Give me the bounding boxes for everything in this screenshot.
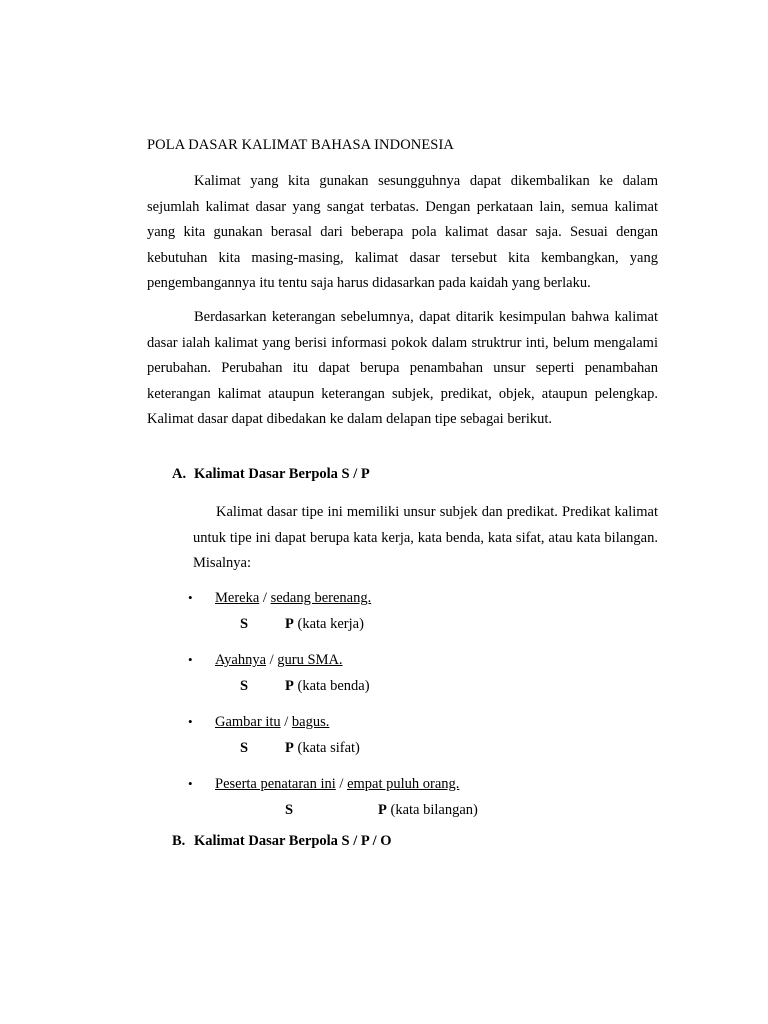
example-roles-line <box>188 737 658 759</box>
section-a-letter: A. <box>172 466 187 482</box>
bullet-icon: • <box>188 776 193 791</box>
predicate-label-group <box>285 737 360 759</box>
predicate-label: P <box>285 616 294 632</box>
example-separator: / <box>335 776 348 792</box>
example-subject: Peserta penataran ini <box>215 776 336 792</box>
example-item <box>188 587 658 635</box>
example-item <box>188 649 658 697</box>
example-sentence <box>215 773 459 795</box>
predicate-label-group <box>285 613 364 635</box>
section-b-title: Kalimat Dasar Berpola S / P / O <box>194 833 392 849</box>
section-a-heading <box>172 466 370 483</box>
predicate-label: P <box>285 678 294 694</box>
bullet-icon: • <box>188 652 193 667</box>
example-separator: / <box>280 714 292 730</box>
predicate-note: (kata kerja) <box>293 616 364 632</box>
example-predicate: bagus. <box>291 714 330 730</box>
example-roles-line <box>188 799 658 821</box>
example-sentence <box>215 711 329 733</box>
example-predicate: empat puluh orang. <box>347 776 460 792</box>
intro-paragraph-2: Berdasarkan keterangan sebelumnya, dapat ditarik kesimpulan bahwa kalimat dasar ialah kalimat yang berisi informasi pokok dalam struktrur inti, belum mengalami perubahan. Perubahan itu dapat berupa penambahan unsur seperti penambahan keterangan kalimat ataupun keterangan subjek, predikat, objek, ataupun pelengkap. Kalimat dasar dapat dibedakan ke dalam delapan tipe sebagai berikut. <box>147 309 658 427</box>
subject-label: S <box>240 616 249 632</box>
section-a-title: Kalimat Dasar Berpola S / P <box>194 466 370 482</box>
example-separator: / <box>266 652 278 668</box>
section-b-heading <box>172 833 392 850</box>
example-sentence-line <box>188 773 658 795</box>
example-subject: Ayahnya <box>215 652 267 668</box>
section-b-letter: B. <box>172 833 186 849</box>
subject-label: S <box>240 678 249 694</box>
predicate-label: P <box>378 802 387 818</box>
document-title: POLA DASAR KALIMAT BAHASA INDONESIA <box>147 137 454 153</box>
predicate-label-group <box>378 799 478 821</box>
bullet-icon: • <box>188 714 193 729</box>
example-sentence-line <box>188 649 658 671</box>
predicate-note: (kata bilangan) <box>386 802 478 818</box>
predicate-note: (kata sifat) <box>293 740 360 756</box>
predicate-note: (kata benda) <box>293 678 370 694</box>
predicate-label-group <box>285 675 370 697</box>
example-sentence-line <box>188 587 658 609</box>
example-predicate: sedang berenang. <box>270 590 372 606</box>
example-subject: Mereka <box>215 590 260 606</box>
subject-label: S <box>285 802 294 818</box>
bullet-icon: • <box>188 590 193 605</box>
example-sentence-line <box>188 711 658 733</box>
example-item <box>188 773 658 821</box>
example-predicate: guru SMA. <box>277 652 343 668</box>
example-item <box>188 711 658 759</box>
example-roles-line <box>188 675 658 697</box>
predicate-label: P <box>285 740 294 756</box>
example-sentence <box>215 649 343 671</box>
example-subject: Gambar itu <box>215 714 281 730</box>
example-roles-line <box>188 613 658 635</box>
example-sentence <box>215 587 371 609</box>
subject-label: S <box>240 740 249 756</box>
example-separator: / <box>259 590 271 606</box>
section-a-paragraph: Kalimat dasar tipe ini memiliki unsur subjek dan predikat. Predikat kalimat untuk tipe ini dapat berupa kata kerja, kata benda, kata sifat, atau kata bilangan. Misalnya: <box>193 504 658 571</box>
intro-paragraph-1: Kalimat yang kita gunakan sesungguhnya dapat dikembalikan ke dalam sejumlah kalimat dasar yang sangat terbatas. Dengan perkataan lain, semua kalimat yang kita gunakan berasal dari beberapa pola kalimat dasar saja. Sesuai dengan kebutuhan kita masing-masing, kalimat dasar tersebut kita kembangkan, yang pengembangannya itu tentu saja harus didasarkan pada kaidah yang berlaku. <box>147 173 658 291</box>
